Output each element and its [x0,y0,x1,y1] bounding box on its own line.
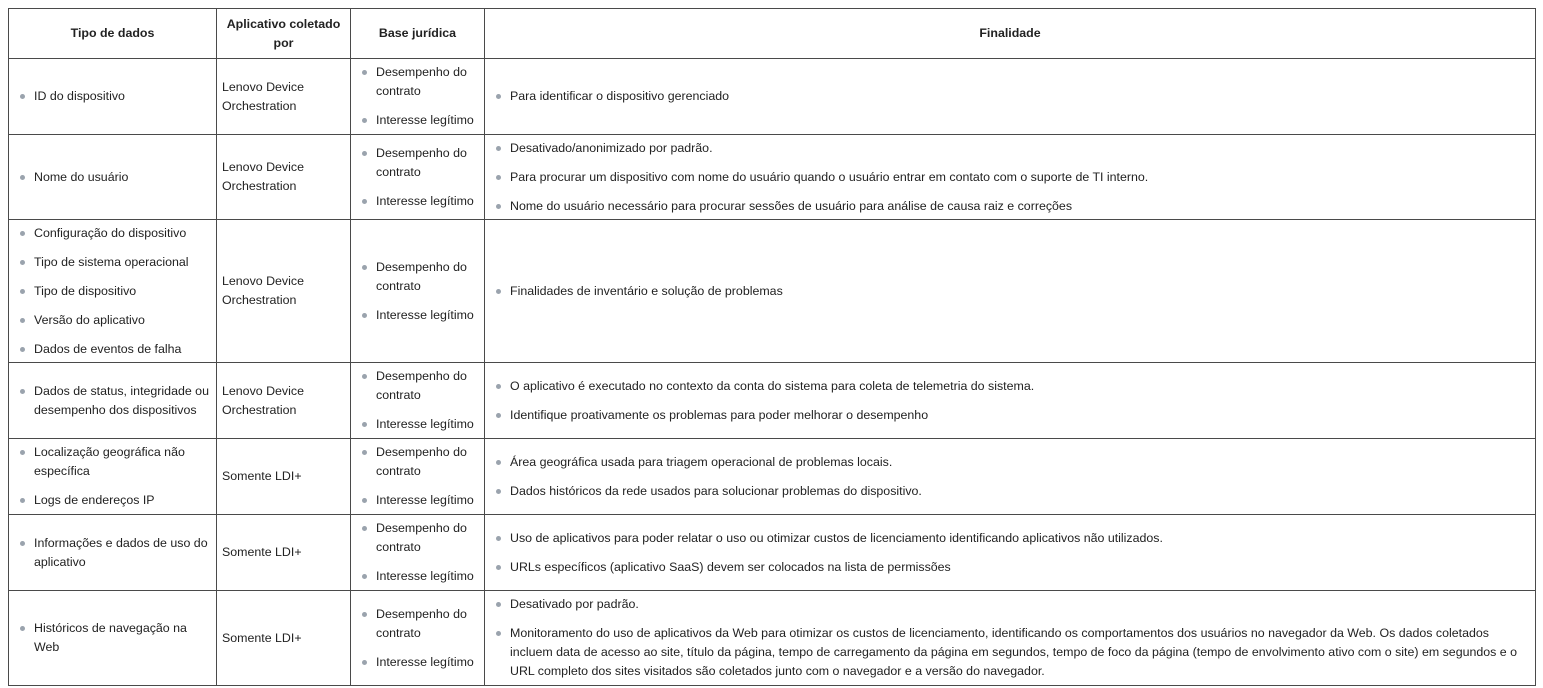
data-type-item: Logs de endereços IP [14,491,211,510]
purpose-item-list [490,453,1530,501]
purpose-cell [485,515,1536,591]
purpose-item: Para procurar um dispositivo com nome do usuário quando o usuário entrar em contato com o suporte de TI interno. [490,168,1530,187]
table-row [9,591,1536,686]
purpose-item: Área geográfica usada para triagem operacional de problemas locais. [490,453,1530,472]
legal-basis-item: Interesse legítimo [356,491,479,510]
data-type-item-list [14,534,211,572]
purpose-item-list [490,87,1530,106]
legal-basis-item: Desempenho do contrato [356,519,479,557]
purpose-item: Dados históricos da rede usados para solucionar problemas do dispositivo. [490,482,1530,501]
data-type-cell [9,363,217,439]
app-cell: Somente LDI+ [217,515,351,591]
purpose-cell [485,59,1536,135]
data-type-item: Localização geográfica não específica [14,443,211,481]
purpose-item-list [490,529,1530,577]
legal-basis-item-list [356,258,479,325]
app-cell: Lenovo Device Orchestration [217,363,351,439]
purpose-item-list [490,377,1530,425]
table-row [9,439,1536,515]
table-row [9,135,1536,220]
legal-basis-item: Interesse legítimo [356,192,479,211]
legal-basis-item: Desempenho do contrato [356,367,479,405]
legal-basis-item: Desempenho do contrato [356,443,479,481]
data-type-item-list [14,87,211,106]
data-type-cell [9,439,217,515]
legal-basis-cell [351,220,485,363]
legal-basis-cell [351,591,485,686]
table-row [9,363,1536,439]
legal-basis-item-list [356,605,479,672]
purpose-cell [485,220,1536,363]
data-table [8,8,1536,686]
header-data-type: Tipo de dados [9,9,217,59]
purpose-item: Uso de aplicativos para poder relatar o uso ou otimizar custos de licenciamento identificando aplicativos não utilizados. [490,529,1530,548]
purpose-item: Desativado/anonimizado por padrão. [490,139,1530,158]
legal-basis-cell [351,363,485,439]
data-type-item: ID do dispositivo [14,87,211,106]
purpose-item: URLs específicos (aplicativo SaaS) devem ser colocados na lista de permissões [490,558,1530,577]
purpose-cell [485,363,1536,439]
table-row [9,59,1536,135]
legal-basis-item: Interesse legítimo [356,567,479,586]
data-type-item: Informações e dados de uso do aplicativo [14,534,211,572]
data-type-cell [9,591,217,686]
legal-basis-cell [351,59,485,135]
data-type-cell [9,135,217,220]
purpose-cell [485,439,1536,515]
data-type-cell [9,59,217,135]
app-cell: Lenovo Device Orchestration [217,135,351,220]
data-type-item: Tipo de dispositivo [14,282,211,301]
legal-basis-item-list [356,144,479,211]
app-cell: Somente LDI+ [217,439,351,515]
table-row [9,220,1536,363]
legal-basis-cell [351,135,485,220]
header-purpose: Finalidade [485,9,1536,59]
data-type-item: Tipo de sistema operacional [14,253,211,272]
legal-basis-item-list [356,367,479,434]
table-body [9,59,1536,686]
data-type-item-list [14,224,211,359]
data-type-item: Dados de eventos de falha [14,340,211,359]
legal-basis-item-list [356,519,479,586]
purpose-item: O aplicativo é executado no contexto da conta do sistema para coleta de telemetria do sistema. [490,377,1530,396]
purpose-item: Finalidades de inventário e solução de problemas [490,282,1530,301]
purpose-item: Para identificar o dispositivo gerenciado [490,87,1530,106]
header-app: Aplicativo coletado por [217,9,351,59]
purpose-item: Desativado por padrão. [490,595,1530,614]
purpose-item: Monitoramento do uso de aplicativos da Web para otimizar os custos de licenciamento, identificando os comportamentos dos usuários no navegador da Web. Os dados coletados incluem data de acesso ao site, título da página, tempo de carregamento da página em segundos, tempo de foco da página (tempo de envolvimento ativo com o site) em segundos e o URL completo dos sites visitados são coletados junto com o navegador e a versão do navegador. [490,624,1530,681]
purpose-cell [485,135,1536,220]
data-type-item: Dados de status, integridade ou desempenho dos dispositivos [14,382,211,420]
data-type-item: Históricos de navegação na Web [14,619,211,657]
purpose-item-list [490,139,1530,216]
legal-basis-item-list [356,443,479,510]
data-type-item-list [14,443,211,510]
data-type-item-list [14,382,211,420]
purpose-item: Nome do usuário necessário para procurar sessões de usuário para análise de causa raiz e correções [490,197,1530,216]
legal-basis-cell [351,515,485,591]
legal-basis-item: Interesse legítimo [356,653,479,672]
data-type-cell [9,515,217,591]
legal-basis-item: Desempenho do contrato [356,63,479,101]
app-cell: Somente LDI+ [217,591,351,686]
legal-basis-cell [351,439,485,515]
data-type-item: Nome do usuário [14,168,211,187]
table-row [9,515,1536,591]
data-type-cell [9,220,217,363]
legal-basis-item: Interesse legítimo [356,306,479,325]
purpose-item-list [490,282,1530,301]
header-legal-basis: Base jurídica [351,9,485,59]
legal-basis-item-list [356,63,479,130]
data-type-item: Versão do aplicativo [14,311,211,330]
purpose-item-list [490,595,1530,681]
header-row [9,9,1536,59]
legal-basis-item: Desempenho do contrato [356,258,479,296]
legal-basis-item: Interesse legítimo [356,111,479,130]
data-type-item: Configuração do dispositivo [14,224,211,243]
data-type-item-list [14,168,211,187]
purpose-item: Identifique proativamente os problemas para poder melhorar o desempenho [490,406,1530,425]
legal-basis-item: Desempenho do contrato [356,605,479,643]
app-cell: Lenovo Device Orchestration [217,220,351,363]
purpose-cell [485,591,1536,686]
legal-basis-item: Desempenho do contrato [356,144,479,182]
data-type-item-list [14,619,211,657]
legal-basis-item: Interesse legítimo [356,415,479,434]
app-cell: Lenovo Device Orchestration [217,59,351,135]
